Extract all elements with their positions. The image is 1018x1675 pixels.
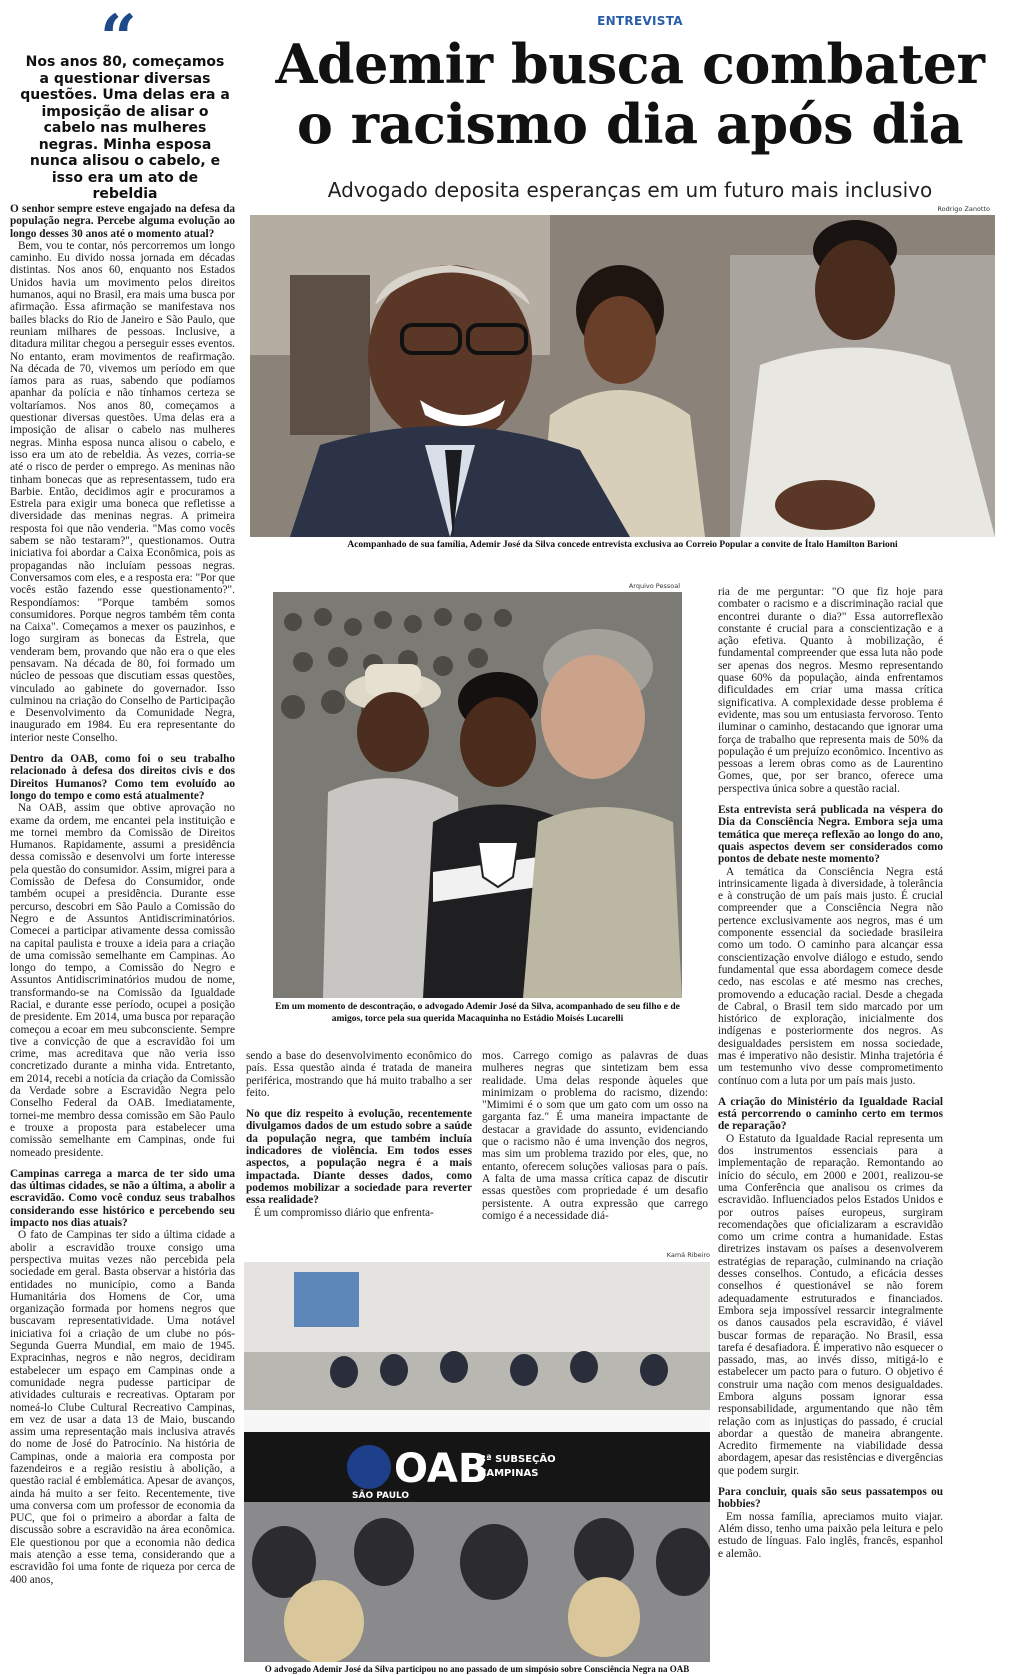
headline: Ademir busca combater o racismo dia após dia — [275, 32, 985, 156]
column-2 — [246, 1050, 472, 1245]
answer-6: O Estatuto da Igualdade Racial representa um dos instrumentos essenciais para a implementação de reparação. Remontando ao início do século, em 2000 e 2001, realizou-se uma Conferência que analisou os crimes da escravidão. Influenciados pelos Estados Unidos e por outros países europeus, surgiram recomendações que oficializaram a escravidão como um crime contra a humanidade. Estas diretrizes instavam os países a desenvolverem estratégias de reparação, culminando na criação desses conselhos. Contudo, a eficácia desses conselhos é questionável se não forem adequadamente estruturados e financiados. Embora seja impossível ressarcir integralmente os danos causados pela escravidão, é viável buscar formas de reparação. No Brasil, essa tarefa é desafiadora. É imperativo não esquecer o passado, mas, ao invés disso, mitigá-lo e estabelecer um pacto para o futuro. O objetivo é construir uma nação com menos desigualdades. Embora alguns possam ignorar essa responsabilidade, argumentando que não têm relação com as injustiças do passado, é crucial abordar a questão de maneira abrangente. Acredito firmemente na viabilidade dessa abordagem, apesar das resistências e divergências que podem surgir. — [718, 1132, 944, 1477]
photo-credit-stadium: Arquivo Pessoal — [628, 582, 680, 590]
column-4 — [718, 586, 943, 1674]
answer-2: Na OAB, assim que obtive aprovação no exame da ordem, me encantei pela instituição e me tornei membro da Comissão de Direitos Humanos. Rapidamente, assumi a presidência dessa comissão e desenvolvi um forte interesse pela questão do consumidor. Assim, migrei para a Comissão de Defesa do Consumidor, onde também ocupei a presidência. Durante esse percurso, descobri em São Paulo a Comissão do Negro e de Assuntos Antidiscriminatórios. Comecei a participar ativamente dessa comissão na capital paulista e trouxe a ideia para a criação de uma comissão semelhante em Campinas. Ao longo do tempo, a Comissão do Negro e Assuntos Antidiscriminatórios mudou de nome, transformando-se na Comissão da Igualdade Racial, e durante esse período, ocupei a posição de presidente. Em 2014, uma busca por reparação começou a ecoar em meu subconsciente. Sempre tive a convicção de que a escravidão foi um crime, mas acreditava que não veria isso concretizado durante a minha vida. Entretanto, em 2014, recebi a notícia da criação da Comissão da Verdade sobre a Escravidão Negra pelo Conselho Federal da OAB. Imediatamente, tornei-me membro dessa comissão em São Paulo e trouxe a proposta para estabelecer uma comissão semelhante em Campinas, onde fui nomeado presidente. — [10, 802, 235, 1159]
answer-4-end: ria de me perguntar: "O que fiz hoje para combater o racismo e a discriminação racial que encontrei durante o dia?" Essa autorreflexão constante é crucial para a conscientização e a ação efetiva. Quanto à mobilização, é fundamental compreender que essa luta não pode ser apenas dos negros. Mesmo representando quase 60% da população, ainda enfrentamos dificuldades em criar uma massa crítica significativa. A complexidade desse problema é evidente, mas sou um entusiasta fervoroso. Tento iluminar o caminho, destacando que ignorar uma força de trabalho que representa mais de 50% da população é um prejuízo econômico. Incentivo as pessoas a lerem obras como as de Laurentino Gomes, que, por ser branco, oferece uma perspectiva única sobre a questão racial. — [718, 586, 943, 795]
banner-campinas: CAMPINAS — [479, 1468, 539, 1479]
answer-4-continued: mos. Carrego comigo as palavras de duas mulheres negras que sintetizam bem essa realidade. Uma delas responde àqueles que minimizam o problema do racismo, dizendo: "Mimimi é o som que um gato com um osso na garganta faz." É uma maneira impactante de destacar a gravidade do assunto, evidenciando que o racismo não é uma invenção dos negros, mas sim um problema trazido por eles, que, no entanto, oferecem soluções valiosas para o país. A falta de uma massa crítica capaz de discutir essas questões com propriedade é um desafio persistente. A outra expressão que carrego comigo é a necessidade diá- — [482, 1050, 708, 1222]
question-6: A criação do Ministério da Igualdade Racial está percorrendo o caminho certo em termos de reparação? — [718, 1095, 943, 1133]
answer-3: O fato de Campinas ter sido a última cidade a abolir a escravidão trouxe consigo uma perspectiva muitas vezes não percebida pela sociedade em geral. Basta observar a história das entidades no município, como a Banda Humanitária dos Homens de Cor, uma organização formada por homens negros que buscavam representatividade. Uma notável iniciativa foi a criação de um clube no pós-Segunda Guerra Mundial, em maio de 1945. Expracinhas, negros e não negros, decidiram estabelecer um espaço em Campinas onde a comunidade negra pudesse participar de atividades culturais e recreativas. Optaram por nomeá-lo Clube Cultural Recreativo Campinas, em vez de usar a data 13 de Maio, buscando assim uma representação mais inclusiva através do nome de José do Patrocínio. Na história de Campinas, onde a maioria era composta por fazendeiros e a região resistiu à abolição, a questão racial é emblemática. Apesar de avanços, ainda há muito a ser feito. Recentemente, tive uma conversa com um professor de economia da PUC, que foi o primeiro a abordar a falta de discussão sobre a escravidão na área econômica. Ele questionou por que a economia não dedica mais atenção a esse tema, considerando que a escravidão foi uma fonte de riqueza por cerca de 400 anos, — [10, 1229, 235, 1586]
caption-symposium: O advogado Ademir José da Silva participou no ano passado de um simpósio sobre Consciência Negra na OAB — [264, 1664, 690, 1674]
answer-3-continued: sendo a base do desenvolvimento econômico do país. Essa questão ainda é tratada de maneira periférica, mostrando que há muito trabalho a ser feito. — [246, 1050, 472, 1099]
main-photo-illustration — [250, 215, 995, 537]
caption-main: Acompanhado de sua família, Ademir José da Silva concede entrevista exclusiva ao Correio Popular a convite de Ítalo Hamilton Barioni — [347, 540, 898, 550]
caption-stadium: Em um momento de descontração, o advogado Ademir José da Silva, acompanhado de seu filho e de amigos, torce pela sua querida Macaquinha no Estádio Moisés Lucarelli — [275, 1002, 680, 1024]
question-7: Para concluir, quais são seus passatempos ou hobbies? — [718, 1486, 943, 1511]
symposium-photo — [244, 1262, 710, 1662]
answer-5: A temática da Consciência Negra está intrinsicamente ligada à diversidade, à tolerância e à construção de um país mais justo. É crucial compreender que a Consciência Negra não pertence exclusivamente aos negros, mas é um componente essencial da sociedade brasileira como um todo. O caminho para alcançar essa conscientização envolve diálogo e estudo, sendo fundamental que essa abordagem comece desde cedo, nas escolas e até mesmo nas creches, promovendo a educação racial. Desde a chegada de Cabral, o Brasil tem sido marcado por um histórico de exploração, inicialmente dos indígenas e posteriormente dos negros. As desigualdades persistem em nossa sociedade, mas é imperativo não desistir. Minha trajetória é um testemunho vivo desse comprometimento contínuo com a luta por um país mais justo. — [718, 865, 943, 1087]
stadium-photo-illustration — [273, 592, 682, 998]
question-1: O senhor sempre esteve engajado na defesa da população negra. Percebe alguma evolução ao longo desses 30 anos até o momento atual? — [10, 203, 235, 240]
question-2: Dentro da OAB, como foi o seu trabalho relacionado à defesa dos direitos civis e dos Direitos Humanos? Como tem evoluído ao longo do tempo e como está atualmente? — [10, 753, 235, 802]
quote-mark-icon: “ — [100, 1, 137, 76]
symposium-photo-illustration — [244, 1262, 710, 1662]
main-photo — [250, 215, 995, 537]
column-3 — [482, 1050, 708, 1245]
answer-1: Bem, vou te contar, nós percorremos um longo caminho. Eu divido nossa jornada em décadas distintas. Nos anos 60, enquanto nos Estados Unidos havia um movimento pelos direitos humanos, aqui no Brasil, era mais uma busca por afirmação. Essa afirmação se manifestava nos bailes blacks do Rio de Janeiro e São Paulo, que reuniam milhares de pessoas. Inclusive, a ditadura militar chegou a perseguir esses eventos. No entanto, eram movimentos de reafirmação. Na década de 70, vivemos um período em que íamos para as ruas, sabendo que podíamos apanhar da polícia e não tínhamos certeza se voltaríamos. Nos anos 80, começamos a questionar diversas questões. Uma delas era a imposição de alisar o cabelo nas mulheres negras. Minha esposa nunca alisou o cabelo, e isso era um ato de rebeldia. Às vezes, corria-se até o risco de perder o emprego. As meninas não tinham bonecas que as representassem, tudo era Barbie. Então, decidimos agir e procuramos a Estrela para exigir uma boneca que refletisse a diversidade das meninas negras. A primeira resposta foi que não venderia. "Mas como vocês sabem se não testaram?", questionamos. Outra iniciativa foi abordar a Caixa Econômica, pois as propagandas não incluíam pessoas negras. Conversamos com eles, e a resposta era: "Por que vocês estão fazendo esse questionamento?". Respondíamos: "Porque também somos consumidores. Porque negros também têm conta na Caixa". Começamos a mexer os pauzinhos, e logo surgiram as bonecas da Estrela, que venderam bem, provando que não era o que eles pensavam. Na década de 80, foi formado um núcleo de pessoas que discutiam essas questões, vinculado ao gabinete do governador. Isso culminou na criação do Conselho de Participação e Desenvolvimento da Comunidade Negra, inaugurado em 1984. Eu era representante do interior neste Conselho. — [10, 239, 235, 744]
deck: Advogado deposita esperanças em um futuro mais inclusivo — [327, 178, 933, 202]
answer-7: Em nossa família, apreciamos muito viajar. Além disso, tenho uma paixão pela leitura e pelo estudo de línguas. Falo inglês, francês, espanhol e alemão. — [718, 1510, 943, 1560]
question-4: No que diz respeito à evolução, recentemente divulgamos dados de um estudo sobre a saúde da população negra, que também incluía indicadores de violência. Em todos esses aspectos, a população negra é a mais impactada. Diante desses dados, como podemos mobilizar a sociedade para reverter essa realidade? — [246, 1108, 472, 1207]
question-5: Esta entrevista será publicada na véspera do Dia da Consciência Negra. Embora seja uma temática que mereça reflexão ao longo do ano, quais aspectos devem ser considerados como pontos de debate neste momento? — [718, 804, 943, 866]
banner-sao-paulo: SÃO PAULO — [352, 1491, 410, 1501]
banner-subsecao: 3ª SUBSEÇÃO — [479, 1454, 556, 1465]
column-1 — [10, 203, 235, 1673]
question-3: Campinas carrega a marca de ter sido uma das últimas cidades, se não a última, a abolir a escravidão. Como você conduz seus trabalhos considerando esse histórico e percebendo seu impacto nos dias atuais? — [10, 1167, 235, 1230]
photo-credit-main: Rodrigo Zanotto — [937, 205, 990, 213]
section-kicker: ENTREVISTA — [597, 14, 683, 28]
banner-oab: OAB — [394, 1446, 489, 1492]
answer-4: É um compromisso diário que enfrenta- — [254, 1206, 434, 1219]
photo-credit-symposium: Kamá Ribeiro — [666, 1251, 710, 1259]
pull-quote: Nos anos 80, começamos a questionar diversas questões. Uma delas era a imposição de alisar o cabelo nas mulheres negras. Minha esposa nunca alisou o cabelo, e isso era um ato de rebeldia — [20, 54, 230, 202]
stadium-photo — [273, 592, 682, 998]
